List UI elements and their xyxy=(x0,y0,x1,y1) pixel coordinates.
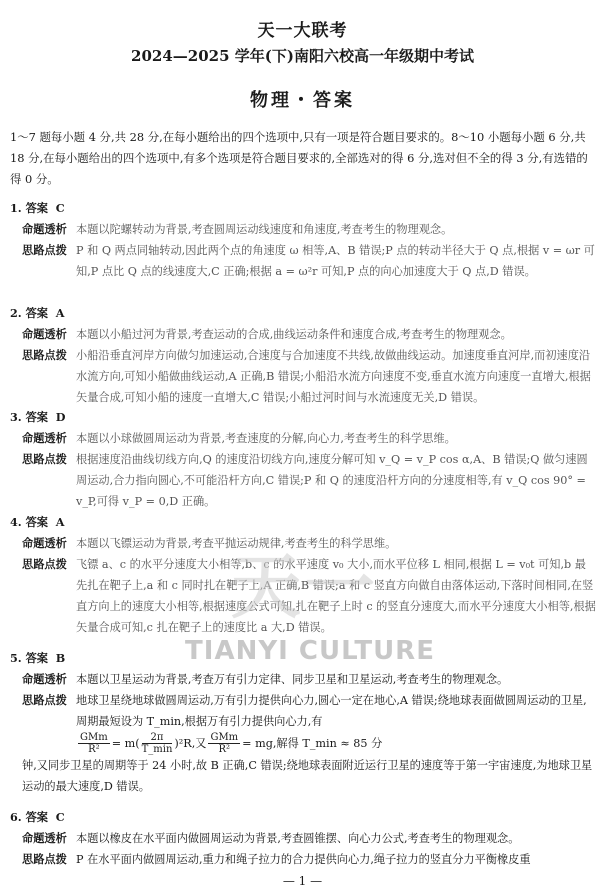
question-5-hint: 地球卫星绕地球做圆周运动,万有引力提供向心力,圆心一定在地心,A 错误;绕地球表面做圆周运动的卫星,周期最短设为 T_min,根据万有引力提供向心力,有 $\frac{\text{GMm}}{\text{R²}}$ = m( $\frac{2\pi}{T\_\min}$ )²R,又 $\frac{\text{GMm}}{\text{R²}}$ = mg,解得 T_min ≈ 85 分 xyxy=(76,694,587,755)
question-2-intent: 本题以小船过河为背景,考查运动的合成,曲线运动条件和速度合成,考查考生的物理观念。 xyxy=(76,328,512,341)
hint-label: 思路点拨 xyxy=(22,693,67,707)
question-3-answer: 3. 答案 D xyxy=(10,410,66,424)
question-5 xyxy=(10,648,596,797)
question-4-intent: 本题以飞镖运动为背景,考查平抛运动规律,考查考生的科学思维。 xyxy=(76,537,397,550)
watermark-logo: 天一 xyxy=(231,545,379,628)
hint-label: 思路点拨 xyxy=(22,452,67,466)
intent-label: 命题透析 xyxy=(22,831,67,845)
question-6-hint: P 在水平面内做圆周运动,重力和绳子拉力的合力提供向心力,绳子拉力的竖直分力平衡橡皮重 xyxy=(76,853,531,866)
question-1-answer: 1. 答案 C xyxy=(10,201,65,215)
question-3-intent: 本题以小球做圆周运动为背景,考查速度的分解,向心力,考查考生的科学思维。 xyxy=(76,432,456,445)
intent-label: 命题透析 xyxy=(22,222,67,236)
question-4-answer: 4. 答案 A xyxy=(10,515,65,529)
hint-label: 思路点拨 xyxy=(22,852,67,866)
question-3-hint: 根据速度沿曲线切线方向,Q 的速度沿切线方向,速度分解可知 v_Q = v_P cos α,A、B 错误;Q 做匀速圆周运动,合力指向圆心,不可能沿杆方向,C 错误;P 和 Q 的速度沿杆方向的分速度相等,有 v_Q cos 90° = v_P,可得 v_P = 0,D 正确。 xyxy=(76,453,588,508)
question-5-answer: 5. 答案 B xyxy=(10,651,66,665)
gravity-formula: $\frac{\text{GMm}}{\text{R²}}$ = m( $\frac{2\pi}{T\_\min}$ )²R,又 $\frac{\text{GMm}}{\text{R²}}$ = mg,解得 T_min ≈ 85 分 xyxy=(80,732,383,755)
intent-label: 命题透析 xyxy=(22,672,67,686)
question-2-hint: 小船沿垂直河岸方向做匀加速运动,合速度与合加速度不共线,故做曲线运动。加速度垂直河岸,而初速度沿水流方向,可知小船做曲线运动,A 正确,B 错误;小船沿水流方向速度不变,垂直水流方向速度一直增大,根据矢量合成,可知小船的速度一直增大,C 错误;小船过河时间与水流速度无关,D 错误。 xyxy=(76,349,591,404)
page-number: — 1 — xyxy=(282,874,323,888)
question-1-intent: 本题以陀螺转动为背景,考查圆周运动线速度和角速度,考查考生的物理观念。 xyxy=(76,223,453,236)
exam-title: 2024—2025 学年(下)南阳六校高一年级期中考试 xyxy=(131,47,474,65)
question-6 xyxy=(10,807,596,870)
question-5-intent: 本题以卫星运动为背景,考查万有引力定律、同步卫星和卫星运动,考查考生的物理观念。 xyxy=(76,673,509,686)
subject-title: 物理・答案 xyxy=(250,90,355,111)
intent-label: 命题透析 xyxy=(22,536,67,550)
question-2-answer: 2. 答案 A xyxy=(10,306,65,320)
question-4-hint: 飞镖 a、c 的水平分速度大小相等,b、c 的水平速度 v₀ 大小,而水平位移 L 相同,根据 L = v₀t 可知,b 最先扎在靶子上,a 和 c 同时扎在靶子上,A 正确,B 错误;a 和 c 竖直方向做自由落体运动,下落时间相同,在竖直方向上的速度大小相等,根据速度公式可知,扎在靶子上时 c 的竖直分速度大,而水平分速度大小相等,根据矢量合成可知,c 扎在靶子上的速度比 a 大,D 错误。 xyxy=(76,558,596,634)
scoring-instructions: 1～7 题每小题 4 分,共 28 分,在每小题给出的四个选项中,只有一项是符合题目要求的。8～10 小题每小题 6 分,共 18 分,在每小题给出的四个选项中,有多个选项是符合题目要求的,全部选对的得 6 分,选对但不全的得 3 分,有选错的得 0 分。 xyxy=(10,130,588,186)
question-6-intent: 本题以橡皮在水平面内做圆周运动为背景,考查圆锥摆、向心力公式,考查考生的物理观念。 xyxy=(76,832,520,845)
question-1 xyxy=(10,198,596,282)
exam-union-title: 天一大联考 xyxy=(257,21,348,41)
hint-label: 思路点拨 xyxy=(22,243,67,257)
intent-label: 命题透析 xyxy=(22,431,67,445)
question-3 xyxy=(10,407,596,512)
intent-label: 命题透析 xyxy=(22,327,67,341)
hint-label: 思路点拨 xyxy=(22,348,67,362)
question-1-hint: P 和 Q 两点同轴转动,因此两个点的角速度 ω 相等,A、B 错误;P 点的转动半径大于 Q 点,根据 v = ωr 可知,P 点比 Q 点的线速度大,C 正确;根据 a = ω²r 可知,P 点的向心加速度大于 Q 点,D 错误。 xyxy=(76,244,595,278)
question-4 xyxy=(10,512,596,638)
hint-label: 思路点拨 xyxy=(22,557,67,571)
question-5-hint-cont: 钟,又同步卫星的周期等于 24 小时,故 B 正确,C 错误;绕地球表面附近运行卫星的速度等于第一宇宙速度,为地球卫星运动的最大速度,D 错误。 xyxy=(22,759,593,793)
question-2 xyxy=(10,303,596,408)
watermark-text: TIANYI CULTURE xyxy=(185,636,435,666)
question-6-answer: 6. 答案 C xyxy=(10,810,65,824)
